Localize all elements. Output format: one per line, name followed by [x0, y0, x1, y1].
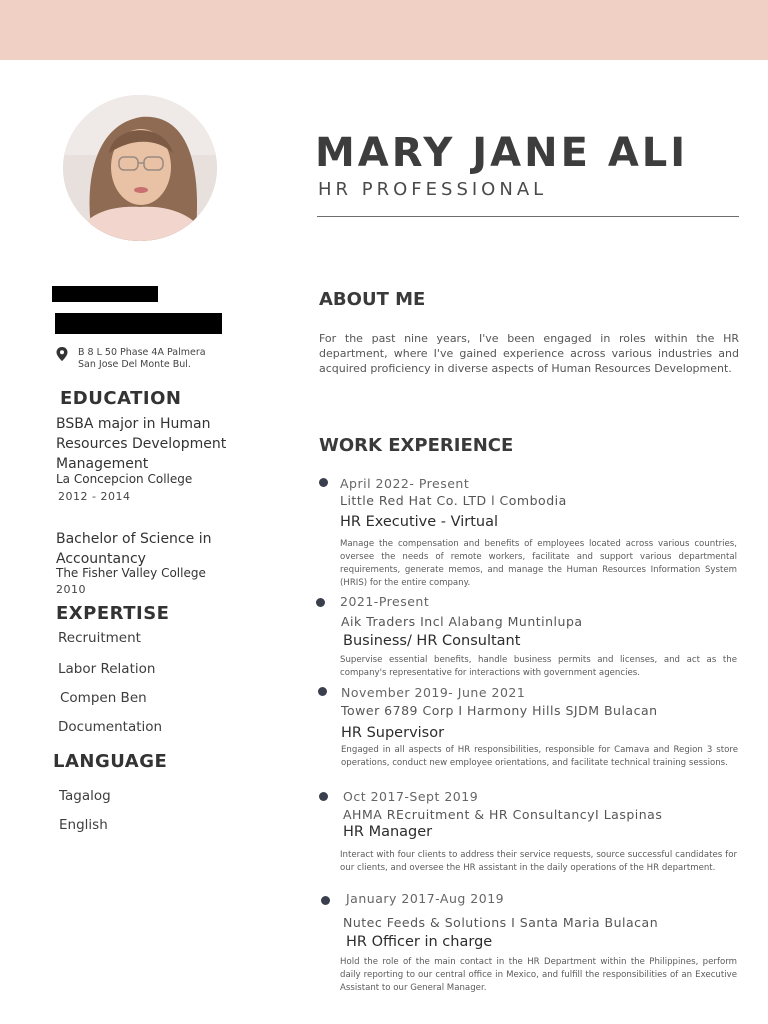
- job-description: Manage the compensation and benefits of employees located across various countries, oversee the needs of remote workers, facilitate and support various departmental requirements, generate memos, and manage the Human Resources Information System (HRIS) for the entire company.: [340, 539, 737, 588]
- language-heading: LANGUAGE: [53, 751, 168, 772]
- language-item: Tagalog: [59, 788, 111, 804]
- education-school-2: The Fisher Valley College: [56, 566, 206, 580]
- job-description: Interact with four clients to address their service requests, source successful candidates for our clients, and oversee the HR assistant in the daily operations of the HR department.: [340, 850, 737, 873]
- job-title: HR Supervisor: [341, 725, 445, 741]
- redacted-phone: [52, 286, 158, 302]
- education-years-2: 2010: [56, 583, 86, 596]
- job-company: Tower 6789 Corp I Harmony Hills SJDM Bulacan: [341, 703, 658, 718]
- language-item: English: [59, 817, 108, 833]
- education-degree-1: BSBA major in Human Resources Development Management: [56, 416, 227, 472]
- header-divider: [317, 216, 739, 217]
- education-heading: EDUCATION: [60, 388, 182, 409]
- address-line-1: B 8 L 50 Phase 4A Palmera: [78, 347, 206, 358]
- job-date: January 2017-Aug 2019: [346, 891, 505, 906]
- timeline-bullet-icon: [316, 598, 325, 607]
- job-date: Oct 2017-Sept 2019: [343, 789, 479, 804]
- education-school-1: La Concepcion College: [56, 472, 193, 486]
- profile-photo: [63, 95, 217, 241]
- job-company: Aik Traders Incl Alabang Muntinlupa: [341, 614, 583, 629]
- expertise-item: Recruitment: [58, 630, 141, 646]
- candidate-role: HR PROFESSIONAL: [318, 179, 548, 200]
- job-title: HR Executive - Virtual: [340, 514, 499, 530]
- job-description: Supervise essential benefits, handle business permits and licenses, and act as the company's representative for interactions with government agencies.: [340, 655, 737, 678]
- timeline-bullet-icon: [319, 792, 328, 801]
- about-text: For the past nine years, I've been engaged in roles within the HR department, where I've gained experience across various industries and acquired proficiency in diverse aspects of Human Resources Development.: [319, 332, 739, 375]
- job-date: 2021-Present: [340, 594, 430, 609]
- expertise-item: Documentation: [58, 719, 163, 735]
- header-band: [0, 0, 768, 60]
- timeline-bullet-icon: [321, 896, 330, 905]
- job-company: Little Red Hat Co. LTD l Combodia: [340, 493, 567, 508]
- location-pin-icon: [56, 347, 68, 361]
- job-date: April 2022- Present: [340, 476, 470, 491]
- education-degree-2: Bachelor of Science in Accountancy: [56, 531, 212, 567]
- expertise-item: Compen Ben: [60, 690, 147, 706]
- about-heading: ABOUT ME: [319, 289, 426, 310]
- job-company: Nutec Feeds & Solutions I Santa Maria Bulacan: [343, 915, 659, 930]
- job-title: HR Manager: [343, 824, 433, 840]
- expertise-item: Labor Relation: [58, 661, 156, 677]
- candidate-name: MARY JANE ALI: [315, 130, 689, 176]
- job-company: AHMA REcruitment & HR ConsultancyI Laspinas: [343, 807, 663, 822]
- expertise-heading: EXPERTISE: [56, 603, 170, 624]
- address-line-2: San Jose Del Monte Bul.: [78, 359, 191, 370]
- job-description: Engaged in all aspects of HR responsibilities, responsible for Camava and Region 3 store operations, conduct new employee orientations, and facilitate technical training sessions.: [341, 745, 738, 768]
- job-title: HR Officer in charge: [346, 934, 493, 950]
- timeline-bullet-icon: [318, 687, 327, 696]
- address: [78, 347, 206, 371]
- redacted-email: [55, 313, 222, 334]
- education-years-1: 2012 - 2014: [58, 490, 131, 503]
- job-description: Hold the role of the main contact in the HR Department within the Philippines, perform daily reporting to our central office in Mexico, and fulfill the responsibilities of an Executive Assistant to our General Manager.: [340, 957, 737, 993]
- job-date: November 2019- June 2021: [341, 685, 526, 700]
- timeline-bullet-icon: [319, 478, 328, 487]
- work-heading: WORK EXPERIENCE: [319, 435, 514, 456]
- job-title: Business/ HR Consultant: [343, 633, 521, 649]
